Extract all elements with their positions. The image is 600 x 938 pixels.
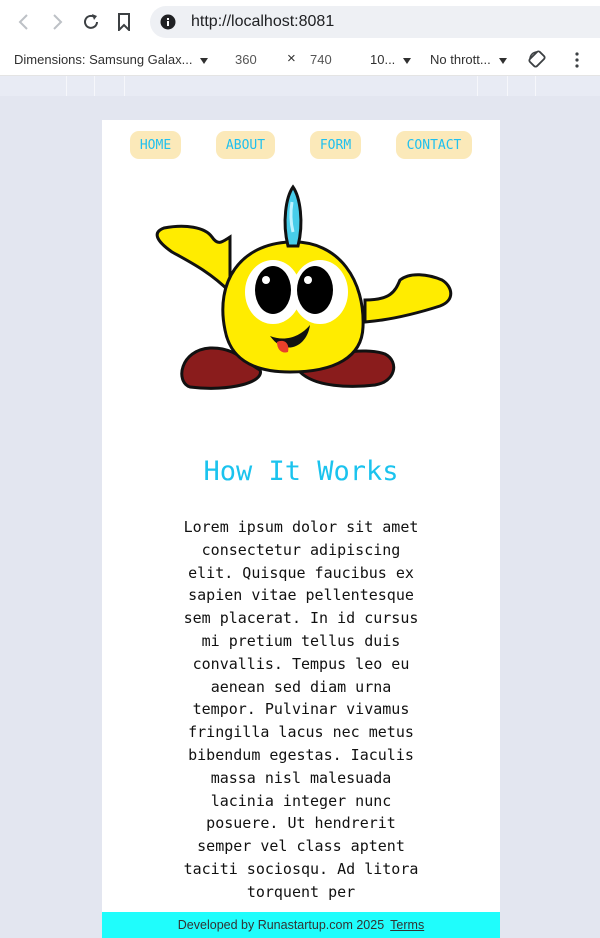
back-arrow-icon: [17, 13, 31, 31]
section-title: How It Works: [203, 456, 399, 487]
zoom-select[interactable]: [370, 52, 411, 67]
height-input[interactable]: 740: [310, 52, 332, 67]
back-button[interactable]: [12, 10, 36, 34]
mascot-illustration: [150, 182, 455, 397]
device-select[interactable]: [14, 52, 208, 67]
bookmark-button[interactable]: [112, 10, 136, 34]
forward-button[interactable]: [45, 10, 69, 34]
main-menu: [102, 131, 500, 161]
page-footer: [102, 912, 500, 938]
reload-button[interactable]: [79, 10, 103, 34]
menu-item-about[interactable]: ABOUT: [216, 131, 275, 159]
bookmark-icon: [117, 13, 131, 31]
address-bar[interactable]: [150, 6, 600, 38]
menu-item-contact[interactable]: CONTACT: [396, 131, 472, 159]
url-text[interactable]: http://localhost:8081: [191, 13, 335, 30]
terms-link[interactable]: Terms: [390, 918, 425, 932]
device-select-label: Dimensions: Samsung Galax...: [14, 52, 193, 67]
width-input[interactable]: 360: [235, 52, 257, 67]
chevron-down-icon: [403, 58, 411, 64]
media-query-ruler: [0, 76, 600, 96]
rotate-icon[interactable]: [527, 49, 547, 69]
throttle-select[interactable]: [430, 52, 507, 67]
site-info-icon[interactable]: [160, 14, 176, 30]
section-body-text: Lorem ipsum dolor sit amet consectetur adipiscing elit. Quisque faucibus ex sapien vitae pellentesque sem placerat. In id cursus mi pretium tellus duis convallis. Tempus leo eu aenean sed diam urna tempor. Pulvinar vivamus fringilla lacus nec metus bibendum egestas. Iaculis massa nisl malesuada lacinia integer nunc posuere. Ut hendrerit semper vel class aptent taciti sociosqu. Ad litora torquent per: [183, 518, 419, 901]
chevron-down-icon: [200, 58, 208, 64]
footer-credit: Developed by Runastartup.com 2025: [177, 918, 385, 932]
reload-icon: [81, 12, 101, 32]
throttle-select-label: No thrott...: [430, 52, 491, 67]
forward-arrow-icon: [50, 13, 64, 31]
menu-item-form[interactable]: FORM: [310, 131, 361, 159]
device-toolbar: [0, 44, 600, 76]
zoom-select-label: 10...: [370, 52, 396, 67]
browser-toolbar: [0, 0, 600, 45]
menu-item-home[interactable]: HOME: [130, 131, 181, 159]
times-icon: ×: [287, 50, 296, 67]
more-options-icon[interactable]: [574, 52, 580, 68]
chevron-down-icon: [499, 58, 507, 64]
page-viewport: [102, 120, 500, 938]
